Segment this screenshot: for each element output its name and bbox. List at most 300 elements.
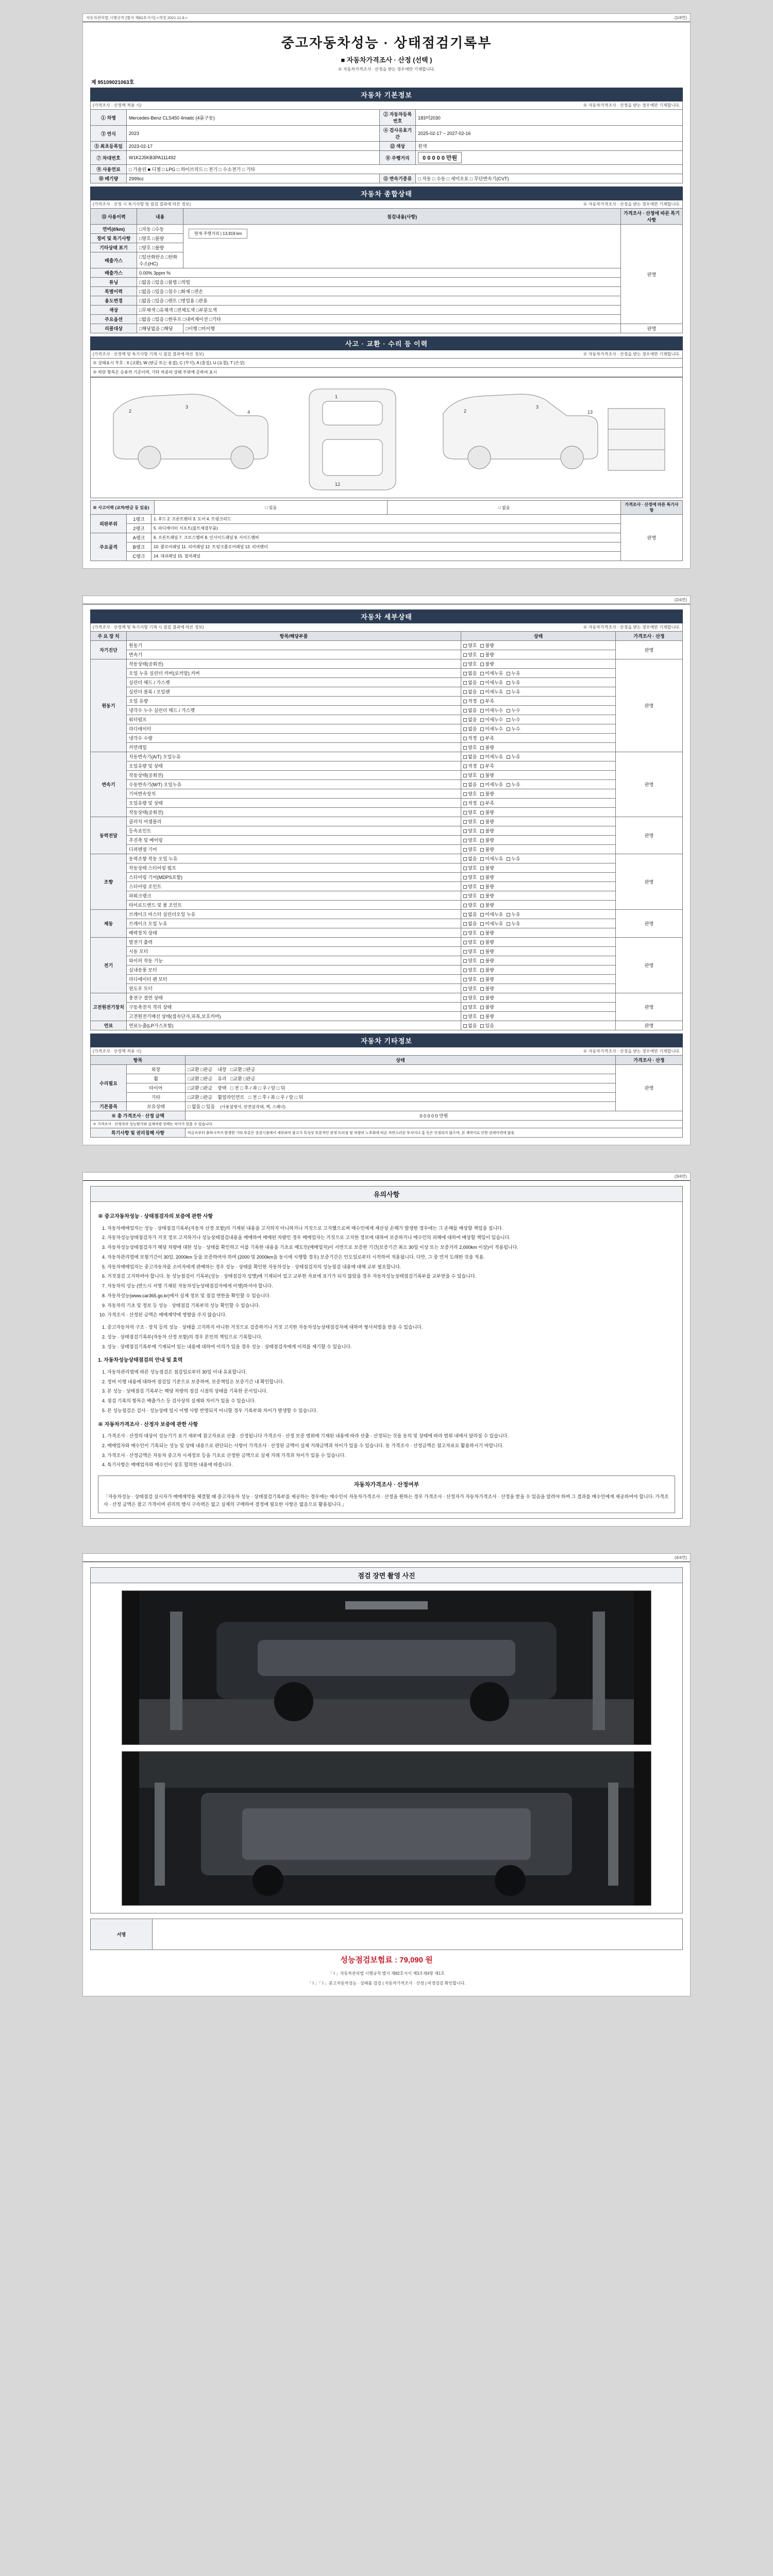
field-value-fuel: □ 가솔린 ■ 디젤 □ LPG □ 하이브리드 □ 전기 □ 수소전기 □ 기타 bbox=[127, 165, 683, 174]
checkbox-양호[interactable]: 양호 bbox=[463, 846, 477, 853]
checkbox-icon bbox=[480, 644, 484, 648]
checkbox-icon bbox=[480, 904, 484, 907]
checkbox-icon bbox=[463, 802, 467, 805]
detail-group-remark: 판명 bbox=[616, 752, 683, 817]
detail-state-choices[interactable] bbox=[461, 817, 616, 826]
field-label-fuel: ⑨ 사용연료 bbox=[91, 165, 127, 174]
detail-state-choices[interactable] bbox=[461, 863, 616, 873]
checkbox-없음[interactable]: 없음 bbox=[463, 725, 477, 732]
checkbox-불량[interactable]: 불량 bbox=[480, 651, 494, 658]
rank-items: 10. 플로어패널 11. 리어패널 12. 트렁크플로어패널 13. 리어펜더 bbox=[152, 543, 621, 552]
other-val-0-a: □교환 □판금 bbox=[187, 1067, 213, 1072]
table-row bbox=[91, 752, 683, 761]
checkbox-불량[interactable]: 불량 bbox=[480, 744, 494, 751]
field-value-displacement: 2999cc bbox=[127, 174, 380, 183]
checkbox-양호[interactable]: 양호 bbox=[463, 744, 477, 751]
detail-col-0: 주 요 장 치 bbox=[91, 632, 127, 641]
overall-row-3-key: 배출가스 bbox=[91, 252, 137, 268]
detail-state-choices[interactable] bbox=[461, 678, 616, 687]
checkbox-불량[interactable]: 불량 bbox=[480, 939, 494, 945]
checkbox-없음[interactable]: 없음 bbox=[463, 855, 477, 862]
checkbox-양호[interactable]: 양호 bbox=[463, 790, 477, 797]
price-survey-box-title: 자동차가격조사 · 산정여부 bbox=[354, 1482, 419, 1488]
checkbox-양호[interactable]: 양호 bbox=[463, 939, 477, 945]
checkbox-부족[interactable]: 부족 bbox=[480, 762, 494, 769]
checkbox-불량[interactable]: 불량 bbox=[480, 892, 494, 899]
checkbox-없음[interactable]: 없음 bbox=[463, 920, 477, 927]
detail-item: 윈도우 모터 bbox=[127, 984, 461, 993]
notice-heading-2: 1. 자동차성능상태점검의 안내 및 효력 bbox=[98, 1358, 183, 1364]
table-row bbox=[91, 1111, 683, 1121]
checkbox-icon bbox=[463, 876, 467, 879]
detail-state-choices[interactable] bbox=[461, 761, 616, 771]
detail-state-choices[interactable] bbox=[461, 965, 616, 975]
table-row bbox=[91, 641, 683, 650]
checkbox-없음[interactable]: 없음 bbox=[463, 911, 477, 918]
checkbox-누유[interactable]: 누유 bbox=[507, 781, 520, 788]
damage-diagram-svg bbox=[91, 378, 682, 499]
rank-label: C랭크 bbox=[127, 552, 152, 561]
checkbox-양호[interactable]: 양호 bbox=[463, 883, 477, 890]
checkbox-미세누유[interactable]: 미세누유 bbox=[480, 679, 503, 686]
checkbox-없음[interactable]: 없음 bbox=[463, 753, 477, 760]
checkbox-icon bbox=[480, 922, 484, 926]
field-label-color: ⑫ 색상 bbox=[380, 142, 416, 151]
table-row bbox=[91, 306, 683, 315]
detail-state-choices[interactable] bbox=[461, 956, 616, 965]
detail-state-choices[interactable] bbox=[461, 1021, 616, 1030]
vehicle-damage-diagram[interactable] bbox=[90, 377, 683, 498]
field-value-firstreg: 2023-02-17 bbox=[127, 142, 380, 151]
checkbox-icon bbox=[463, 1015, 467, 1019]
detail-state-choices[interactable] bbox=[461, 734, 616, 743]
detail-item: 브레이크 마스터 실린더오일 누유 bbox=[127, 910, 461, 919]
other-val-2[interactable] bbox=[185, 1083, 615, 1093]
detail-state-choices[interactable] bbox=[461, 752, 616, 761]
notice-item: 4. 특기사항은 매매업자와 매수인이 상호 합의한 내용에 따릅니다. bbox=[107, 1461, 675, 1469]
detail-state-choices[interactable] bbox=[461, 826, 616, 836]
detail-state-choices[interactable] bbox=[461, 780, 616, 789]
checkbox-icon bbox=[480, 876, 484, 879]
checkbox-불량[interactable]: 불량 bbox=[480, 929, 494, 936]
accident-history-label: ※ 사고이력 (교차/판금 등 있음) bbox=[91, 501, 155, 515]
detail-state-choices[interactable] bbox=[461, 789, 616, 799]
detail-state-choices[interactable] bbox=[461, 928, 616, 938]
accident-remark-header: 가격조사 · 산정에 따른 특기사항 bbox=[621, 501, 683, 515]
table-header-row bbox=[91, 632, 683, 641]
checkbox-불량[interactable]: 불량 bbox=[480, 818, 494, 825]
checkbox-없음[interactable]: 없음 bbox=[463, 679, 477, 686]
checkbox-불량[interactable]: 불량 bbox=[480, 865, 494, 871]
checkbox-없음[interactable]: 없음 bbox=[463, 707, 477, 714]
checkbox-양호[interactable]: 양호 bbox=[463, 865, 477, 871]
checkbox-없음[interactable]: 없음 bbox=[463, 781, 477, 788]
checkbox-미세누수[interactable]: 미세누수 bbox=[480, 716, 503, 723]
table-row bbox=[91, 1093, 683, 1102]
detail-item: 오일유량 및 상태 bbox=[127, 761, 461, 771]
svg-text:13: 13 bbox=[587, 410, 593, 415]
detail-state-choices[interactable] bbox=[461, 873, 616, 882]
signature-area[interactable] bbox=[153, 1919, 683, 1950]
detail-state-choices[interactable] bbox=[461, 650, 616, 659]
detail-state-choices[interactable] bbox=[461, 882, 616, 891]
detail-group-제동: 제동 bbox=[91, 910, 127, 938]
checkbox-불량[interactable]: 불량 bbox=[480, 874, 494, 880]
accident-history-no[interactable]: □ 없음 bbox=[388, 501, 621, 515]
checkbox-양호[interactable]: 양호 bbox=[463, 1004, 477, 1010]
checkbox-icon bbox=[507, 727, 510, 731]
checkbox-미세누유[interactable]: 미세누유 bbox=[480, 753, 503, 760]
detail-state-choices[interactable] bbox=[461, 947, 616, 956]
detail-state-choices[interactable] bbox=[461, 669, 616, 678]
checkbox-없음[interactable]: 없음 bbox=[463, 1022, 477, 1029]
checkbox-불량[interactable]: 불량 bbox=[480, 837, 494, 843]
checkbox-양호[interactable]: 양호 bbox=[463, 985, 477, 992]
overall-row-2-key: 기타상태 표기 bbox=[91, 243, 137, 252]
checkbox-미세누유[interactable]: 미세누유 bbox=[480, 911, 503, 918]
photo-1-svg bbox=[122, 1591, 651, 1745]
checkbox-icon bbox=[463, 663, 467, 666]
checkbox-icon bbox=[480, 829, 484, 833]
field-value-carname: Mercedes-Benz CLS450 4matic (4륜구동) bbox=[127, 110, 380, 126]
overall-col-2: 점검내용(사항) bbox=[183, 209, 621, 225]
detail-state-choices[interactable] bbox=[461, 901, 616, 910]
detail-state-choices[interactable] bbox=[461, 687, 616, 697]
table-header-row bbox=[91, 209, 683, 225]
checkbox-icon bbox=[463, 1006, 467, 1009]
photo-2-svg bbox=[122, 1752, 651, 1906]
table-row bbox=[91, 984, 683, 993]
checkbox-불량[interactable]: 불량 bbox=[480, 827, 494, 834]
overall-row-1-choice: □양호 □불량 bbox=[137, 234, 183, 243]
checkbox-양호[interactable]: 양호 bbox=[463, 809, 477, 816]
checkbox-미세누수[interactable]: 미세누수 bbox=[480, 707, 503, 714]
checkbox-불량[interactable]: 불량 bbox=[480, 809, 494, 816]
checkbox-양호[interactable]: 양호 bbox=[463, 772, 477, 778]
form-reference: 자동차관리법 시행규칙 [별지 제82호서식] <개정 2021.11.9.> bbox=[86, 15, 188, 20]
notice-item: 3. 가격조사 · 산정금액은 자동차 중고차 시세정보 등을 기초로 산정한 금액으로 실제 거래 가격과 차이가 있을 수 있습니다. bbox=[107, 1452, 675, 1460]
checkbox-미세누유[interactable]: 미세누유 bbox=[480, 688, 503, 695]
overall-row-6-choice: □없음 □있음 □렌트 □영업용 □관용 bbox=[137, 296, 621, 306]
detail-state-choices[interactable] bbox=[461, 993, 616, 1003]
detail-state-choices[interactable] bbox=[461, 910, 616, 919]
overall-row-9-key: 리콜대상 bbox=[91, 324, 137, 333]
checkbox-불량[interactable]: 불량 bbox=[480, 957, 494, 964]
checkbox-불량[interactable]: 불량 bbox=[480, 642, 494, 649]
table-row bbox=[91, 993, 683, 1003]
checkbox-불량[interactable]: 불량 bbox=[480, 967, 494, 973]
table-row bbox=[91, 1003, 683, 1012]
detail-col-3: 가격조사 · 산정 bbox=[616, 632, 683, 641]
detail-item: 와이퍼 작동 기능 bbox=[127, 956, 461, 965]
checkbox-적정[interactable]: 적정 bbox=[463, 800, 477, 806]
checkbox-양호[interactable]: 양호 bbox=[463, 976, 477, 982]
other-val-4-b: (사용설명서, 안전삼각대, 잭, 스패너) bbox=[220, 1105, 285, 1109]
other-val-0[interactable] bbox=[185, 1065, 615, 1074]
checkbox-양호[interactable]: 양호 bbox=[463, 967, 477, 973]
page-3 bbox=[82, 1172, 691, 1527]
checkbox-불량[interactable]: 불량 bbox=[480, 660, 494, 667]
svg-text:1: 1 bbox=[335, 394, 338, 399]
checkbox-icon bbox=[463, 857, 467, 861]
detail-state-choices[interactable] bbox=[461, 799, 616, 808]
checkbox-미세누유[interactable]: 미세누유 bbox=[480, 781, 503, 788]
checkbox-누수[interactable]: 누수 bbox=[507, 707, 520, 714]
checkbox-icon bbox=[480, 802, 484, 805]
checkbox-불량[interactable]: 불량 bbox=[480, 846, 494, 853]
table-row bbox=[91, 901, 683, 910]
table-row bbox=[91, 826, 683, 836]
detail-group-동력전달: 동력전달 bbox=[91, 817, 127, 854]
checkbox-불량[interactable]: 불량 bbox=[480, 790, 494, 797]
checkbox-불량[interactable]: 불량 bbox=[480, 985, 494, 992]
checkbox-미세누수[interactable]: 미세누수 bbox=[480, 725, 503, 732]
checkbox-불량[interactable]: 불량 bbox=[480, 1013, 494, 1020]
detail-state-choices[interactable] bbox=[461, 641, 616, 650]
overall-remark: 판명 bbox=[621, 225, 683, 324]
checkbox-icon bbox=[463, 700, 467, 703]
rank-items: 5. 라디에이터 서포트(볼트체결부품) bbox=[152, 524, 621, 533]
detail-item: 라디에이터 팬 모터 bbox=[127, 975, 461, 984]
other-val-3[interactable] bbox=[185, 1093, 615, 1102]
table-row bbox=[91, 543, 683, 552]
detail-state-choices[interactable] bbox=[461, 1012, 616, 1021]
detail-group-remark: 판명 bbox=[616, 817, 683, 854]
detail-state-choices[interactable] bbox=[461, 659, 616, 669]
checkbox-누유[interactable]: 누유 bbox=[507, 679, 520, 686]
signature-label: 서명 bbox=[91, 1919, 153, 1950]
detail-item: 오일 유량 bbox=[127, 697, 461, 706]
detail-state-choices[interactable] bbox=[461, 771, 616, 780]
overall-row-0-choice: □자동 □수동 bbox=[137, 225, 183, 234]
overall-col-1: 내용 bbox=[137, 209, 183, 225]
checkbox-불량[interactable]: 불량 bbox=[480, 976, 494, 982]
checkbox-양호[interactable]: 양호 bbox=[463, 874, 477, 880]
detail-state-choices[interactable] bbox=[461, 724, 616, 734]
checkbox-미세누유[interactable]: 미세누유 bbox=[480, 670, 503, 676]
checkbox-양호[interactable]: 양호 bbox=[463, 948, 477, 955]
other-val-1-a: □교환 □판금 bbox=[187, 1076, 213, 1081]
overall-mileage-label: 현재 주행거리 | 13,919 km bbox=[194, 231, 242, 236]
checkbox-icon bbox=[480, 996, 484, 1000]
document-number: 제 95109021063호 bbox=[91, 80, 135, 86]
table-row bbox=[91, 761, 683, 771]
checkbox-양호[interactable]: 양호 bbox=[463, 902, 477, 908]
overall-row-0-key: 연비(ℓ/km) bbox=[91, 225, 137, 234]
checkbox-부족[interactable]: 부족 bbox=[480, 735, 494, 741]
detail-state-choices[interactable] bbox=[461, 975, 616, 984]
checkbox-icon bbox=[463, 829, 467, 833]
other-col-1: 상태 bbox=[185, 1056, 615, 1065]
checkbox-미세누유[interactable]: 미세누유 bbox=[480, 855, 503, 862]
checkbox-icon bbox=[480, 820, 484, 824]
table-row bbox=[91, 734, 683, 743]
detail-item: 실내송풍 모터 bbox=[127, 965, 461, 975]
checkbox-미세누유[interactable]: 미세누유 bbox=[480, 920, 503, 927]
checkbox-icon bbox=[480, 718, 484, 722]
table-row bbox=[91, 1074, 683, 1083]
checkbox-양호[interactable]: 양호 bbox=[463, 837, 477, 843]
checkbox-누유[interactable]: 누유 bbox=[507, 855, 520, 862]
checkbox-누유[interactable]: 누유 bbox=[507, 753, 520, 760]
detail-item: 시동 모터 bbox=[127, 947, 461, 956]
total-price-label: ※ 총 가격조사 · 산정 금액 bbox=[91, 1111, 186, 1121]
overall-row-7-choice: □무채색 □유채색 □전체도색 □부분도색 bbox=[137, 306, 621, 315]
checkbox-icon bbox=[480, 1006, 484, 1009]
checkbox-icon bbox=[480, 811, 484, 815]
checkbox-적정[interactable]: 적정 bbox=[463, 762, 477, 769]
table-row bbox=[91, 1021, 683, 1030]
checkbox-불량[interactable]: 불량 bbox=[480, 948, 494, 955]
detail-state-choices[interactable] bbox=[461, 984, 616, 993]
checkbox-양호[interactable]: 양호 bbox=[463, 892, 477, 899]
checkbox-icon bbox=[463, 765, 467, 768]
detail-item: 기어변속장치 bbox=[127, 789, 461, 799]
notice-item: 5. 자동차매매업자는 중고자동차를 소비자에게 판매하는 경우 성능 · 상태를 확인한 자동차성능 · 상태점검자의 성능점검 내용에 대해 교부 필요합니다. bbox=[107, 1263, 675, 1272]
table-row bbox=[91, 882, 683, 891]
table-row bbox=[91, 315, 683, 324]
detail-state-choices[interactable] bbox=[461, 706, 616, 715]
notice-item: 10. 가격조사 · 산정된 금액은 매매계약에 영향을 주지 않습니다. bbox=[107, 1311, 675, 1319]
table-row bbox=[91, 956, 683, 965]
checkbox-누수[interactable]: 누수 bbox=[507, 725, 520, 732]
checkbox-양호[interactable]: 양호 bbox=[463, 660, 477, 667]
table-row bbox=[91, 650, 683, 659]
table-row bbox=[91, 268, 683, 278]
inspection-photo-1[interactable] bbox=[122, 1590, 651, 1745]
detail-state-choices[interactable] bbox=[461, 845, 616, 854]
checkbox-부족[interactable]: 부족 bbox=[480, 800, 494, 806]
detail-state-choices[interactable] bbox=[461, 891, 616, 901]
checkbox-누유[interactable]: 누유 bbox=[507, 911, 520, 918]
other-val-1[interactable] bbox=[185, 1074, 615, 1083]
table-row bbox=[91, 863, 683, 873]
detail-group-remark: 판명 bbox=[616, 938, 683, 993]
checkbox-누유[interactable]: 누유 bbox=[507, 670, 520, 676]
overall-row-7-key: 색상 bbox=[91, 306, 137, 315]
overall-row-4-choice: □없음 □있음 □불법 □적법 bbox=[137, 278, 621, 287]
checkbox-icon bbox=[463, 774, 467, 777]
page-number-3: (3/4면) bbox=[674, 1174, 687, 1179]
detail-col-2: 상태 bbox=[461, 632, 616, 641]
notice-heading-3: ※ 자동차가격조사 · 산정자 보증에 관한 사항 bbox=[98, 1421, 198, 1428]
notice-item: 1. 자동차관리법에 따른 성능점검은 점검일로부터 30일 이내 유효합니다. bbox=[107, 1368, 675, 1377]
detail-item: 타이로드엔드 및 볼 조인트 bbox=[127, 901, 461, 910]
notice-item: 3. 본 성능 · 상태점검 기록부는 해당 차량의 점검 시점의 상태를 기록한 문서입니다. bbox=[107, 1387, 675, 1396]
checkbox-없음[interactable]: 없음 bbox=[463, 670, 477, 676]
other-val-4[interactable] bbox=[185, 1102, 615, 1111]
detail-state-choices[interactable] bbox=[461, 938, 616, 947]
mileage-readout: 0 0 0 0 0 만원 bbox=[418, 152, 462, 163]
detail-item: 배력장치 상태 bbox=[127, 928, 461, 938]
checkbox-양호[interactable]: 양호 bbox=[463, 642, 477, 649]
inspection-photo-2[interactable] bbox=[122, 1751, 651, 1906]
table-row bbox=[91, 854, 683, 863]
checkbox-불량[interactable]: 불량 bbox=[480, 883, 494, 890]
group-main-frame: 주요골격 bbox=[91, 533, 127, 561]
checkbox-icon bbox=[480, 792, 484, 796]
rank-label: 2랭크 bbox=[127, 524, 152, 533]
checkbox-icon bbox=[463, 718, 467, 722]
checkbox-적정[interactable]: 적정 bbox=[463, 698, 477, 704]
notice-title: 유의사항 bbox=[90, 1186, 683, 1202]
checkbox-icon bbox=[463, 653, 467, 657]
checkbox-양호[interactable]: 양호 bbox=[463, 994, 477, 1001]
detail-state-choices[interactable] bbox=[461, 836, 616, 845]
detail-state-choices[interactable] bbox=[461, 743, 616, 752]
detail-state-choices[interactable] bbox=[461, 919, 616, 928]
checkbox-누유[interactable]: 누유 bbox=[507, 920, 520, 927]
other-remark: 판명 bbox=[616, 1065, 683, 1111]
checkbox-icon bbox=[463, 755, 467, 759]
other-val-1-c: □교환 □판금 bbox=[230, 1076, 256, 1081]
checkbox-icon bbox=[480, 690, 484, 694]
checkbox-양호[interactable]: 양호 bbox=[463, 827, 477, 834]
detail-state-choices[interactable] bbox=[461, 697, 616, 706]
price-footnote: ※ 가격조사 · 산정자의 성능평가와 실제차량 상태는 차이가 있을 수 있습니다. bbox=[91, 1121, 683, 1128]
price-survey-box-body: 「자동차성능 · 상태점검 실시자가 매매계약을 체결할 때 중고자동차 성능 · 상태점검기록부를 제공하는 경우에는 매수인이 자동차가격조사 · 산정을 원하는 경우 가격조사 · 산정자가 자동차가격조사 · 산정을 받을 수 있음을 알려야 하며 그 결과를 매수인에게 제공하여야 합니다. 가격조사 · 산정 금액은 참고 가격이며 권리의 행사 구속력은 없고 실제의 구매하여 결정에 필요한 사항은 없음으로 활용됩니다.」 bbox=[104, 1494, 669, 1507]
notice-item: 1. 자동차매매업자는 성능 · 상태점검기록부(자동차 산정 포함)의 기재된 내용을 고지하지 아니하거나 거짓으로 고지했으로써 매수인에게 재산상 손해가 발생한 경우에는 그 손해를 배상할 책임을 집니다. bbox=[107, 1225, 675, 1233]
checkbox-불량[interactable]: 불량 bbox=[480, 1004, 494, 1010]
basic-sub-left: (가격조사 · 산정액 적용 시) bbox=[93, 103, 142, 108]
checkbox-icon bbox=[507, 709, 510, 713]
accident-history-yes[interactable]: □ 있음 bbox=[155, 501, 388, 515]
checkbox-양호[interactable]: 양호 bbox=[463, 651, 477, 658]
detail-state-choices[interactable] bbox=[461, 854, 616, 863]
table-row bbox=[91, 743, 683, 752]
checkbox-icon bbox=[507, 718, 510, 722]
checkbox-icon bbox=[463, 931, 467, 935]
detail-state-choices[interactable] bbox=[461, 1003, 616, 1012]
checkbox-양호[interactable]: 양호 bbox=[463, 1013, 477, 1020]
table-row bbox=[91, 515, 683, 524]
checkbox-누수[interactable]: 누수 bbox=[507, 716, 520, 723]
checkbox-없음[interactable]: 없음 bbox=[463, 688, 477, 695]
checkbox-불량[interactable]: 불량 bbox=[480, 994, 494, 1001]
section-other-header: 자동차 기타정보 bbox=[90, 1033, 683, 1047]
checkbox-불량[interactable]: 불량 bbox=[480, 772, 494, 778]
overall-row-8-choice: □없음 □있음 □썬루프 □내비게이션 □기타 bbox=[137, 315, 621, 324]
accident-sub-left: (가격조사 · 산정액 및 특기사항 기재 시 점검 결과에 따른 정보) bbox=[93, 352, 204, 357]
checkbox-icon bbox=[463, 941, 467, 944]
checkbox-양호[interactable]: 양호 bbox=[463, 818, 477, 825]
rank-label: A랭크 bbox=[127, 533, 152, 543]
detail-state-choices[interactable] bbox=[461, 808, 616, 817]
overall-sub-left: (가격조사 · 산정 시 특기사항 및 점검 결과에 따른 정보) bbox=[93, 202, 191, 207]
checkbox-icon bbox=[463, 811, 467, 815]
checkbox-양호[interactable]: 양호 bbox=[463, 957, 477, 964]
other-val-2-b: 광택 bbox=[217, 1086, 227, 1091]
table-row bbox=[91, 296, 683, 306]
checkbox-누유[interactable]: 누유 bbox=[507, 688, 520, 695]
field-value-transmission: □ 자동 □ 수동 □ 세미오토 □ 무단변속기(CVT) bbox=[416, 174, 683, 183]
field-value-inspection: 2025-02-17 ~ 2027-02-16 bbox=[416, 126, 683, 142]
checkbox-적정[interactable]: 적정 bbox=[463, 735, 477, 741]
checkbox-불량[interactable]: 불량 bbox=[480, 902, 494, 908]
checkbox-없음[interactable]: 없음 bbox=[463, 716, 477, 723]
checkbox-icon bbox=[480, 848, 484, 852]
table-row bbox=[91, 151, 683, 165]
checkbox-양호[interactable]: 양호 bbox=[463, 929, 477, 936]
overall-row-3b-value: 0.00% 3ppm % bbox=[137, 268, 621, 278]
overall-row-3b-key: 배출가스 bbox=[91, 268, 137, 278]
table-row bbox=[91, 1128, 683, 1138]
checkbox-있음[interactable]: 있음 bbox=[480, 1022, 494, 1029]
checkbox-부족[interactable]: 부족 bbox=[480, 698, 494, 704]
group-outer-panel: 외판부위 bbox=[91, 515, 127, 533]
checkbox-icon bbox=[480, 839, 484, 842]
detail-state-choices[interactable] bbox=[461, 715, 616, 724]
